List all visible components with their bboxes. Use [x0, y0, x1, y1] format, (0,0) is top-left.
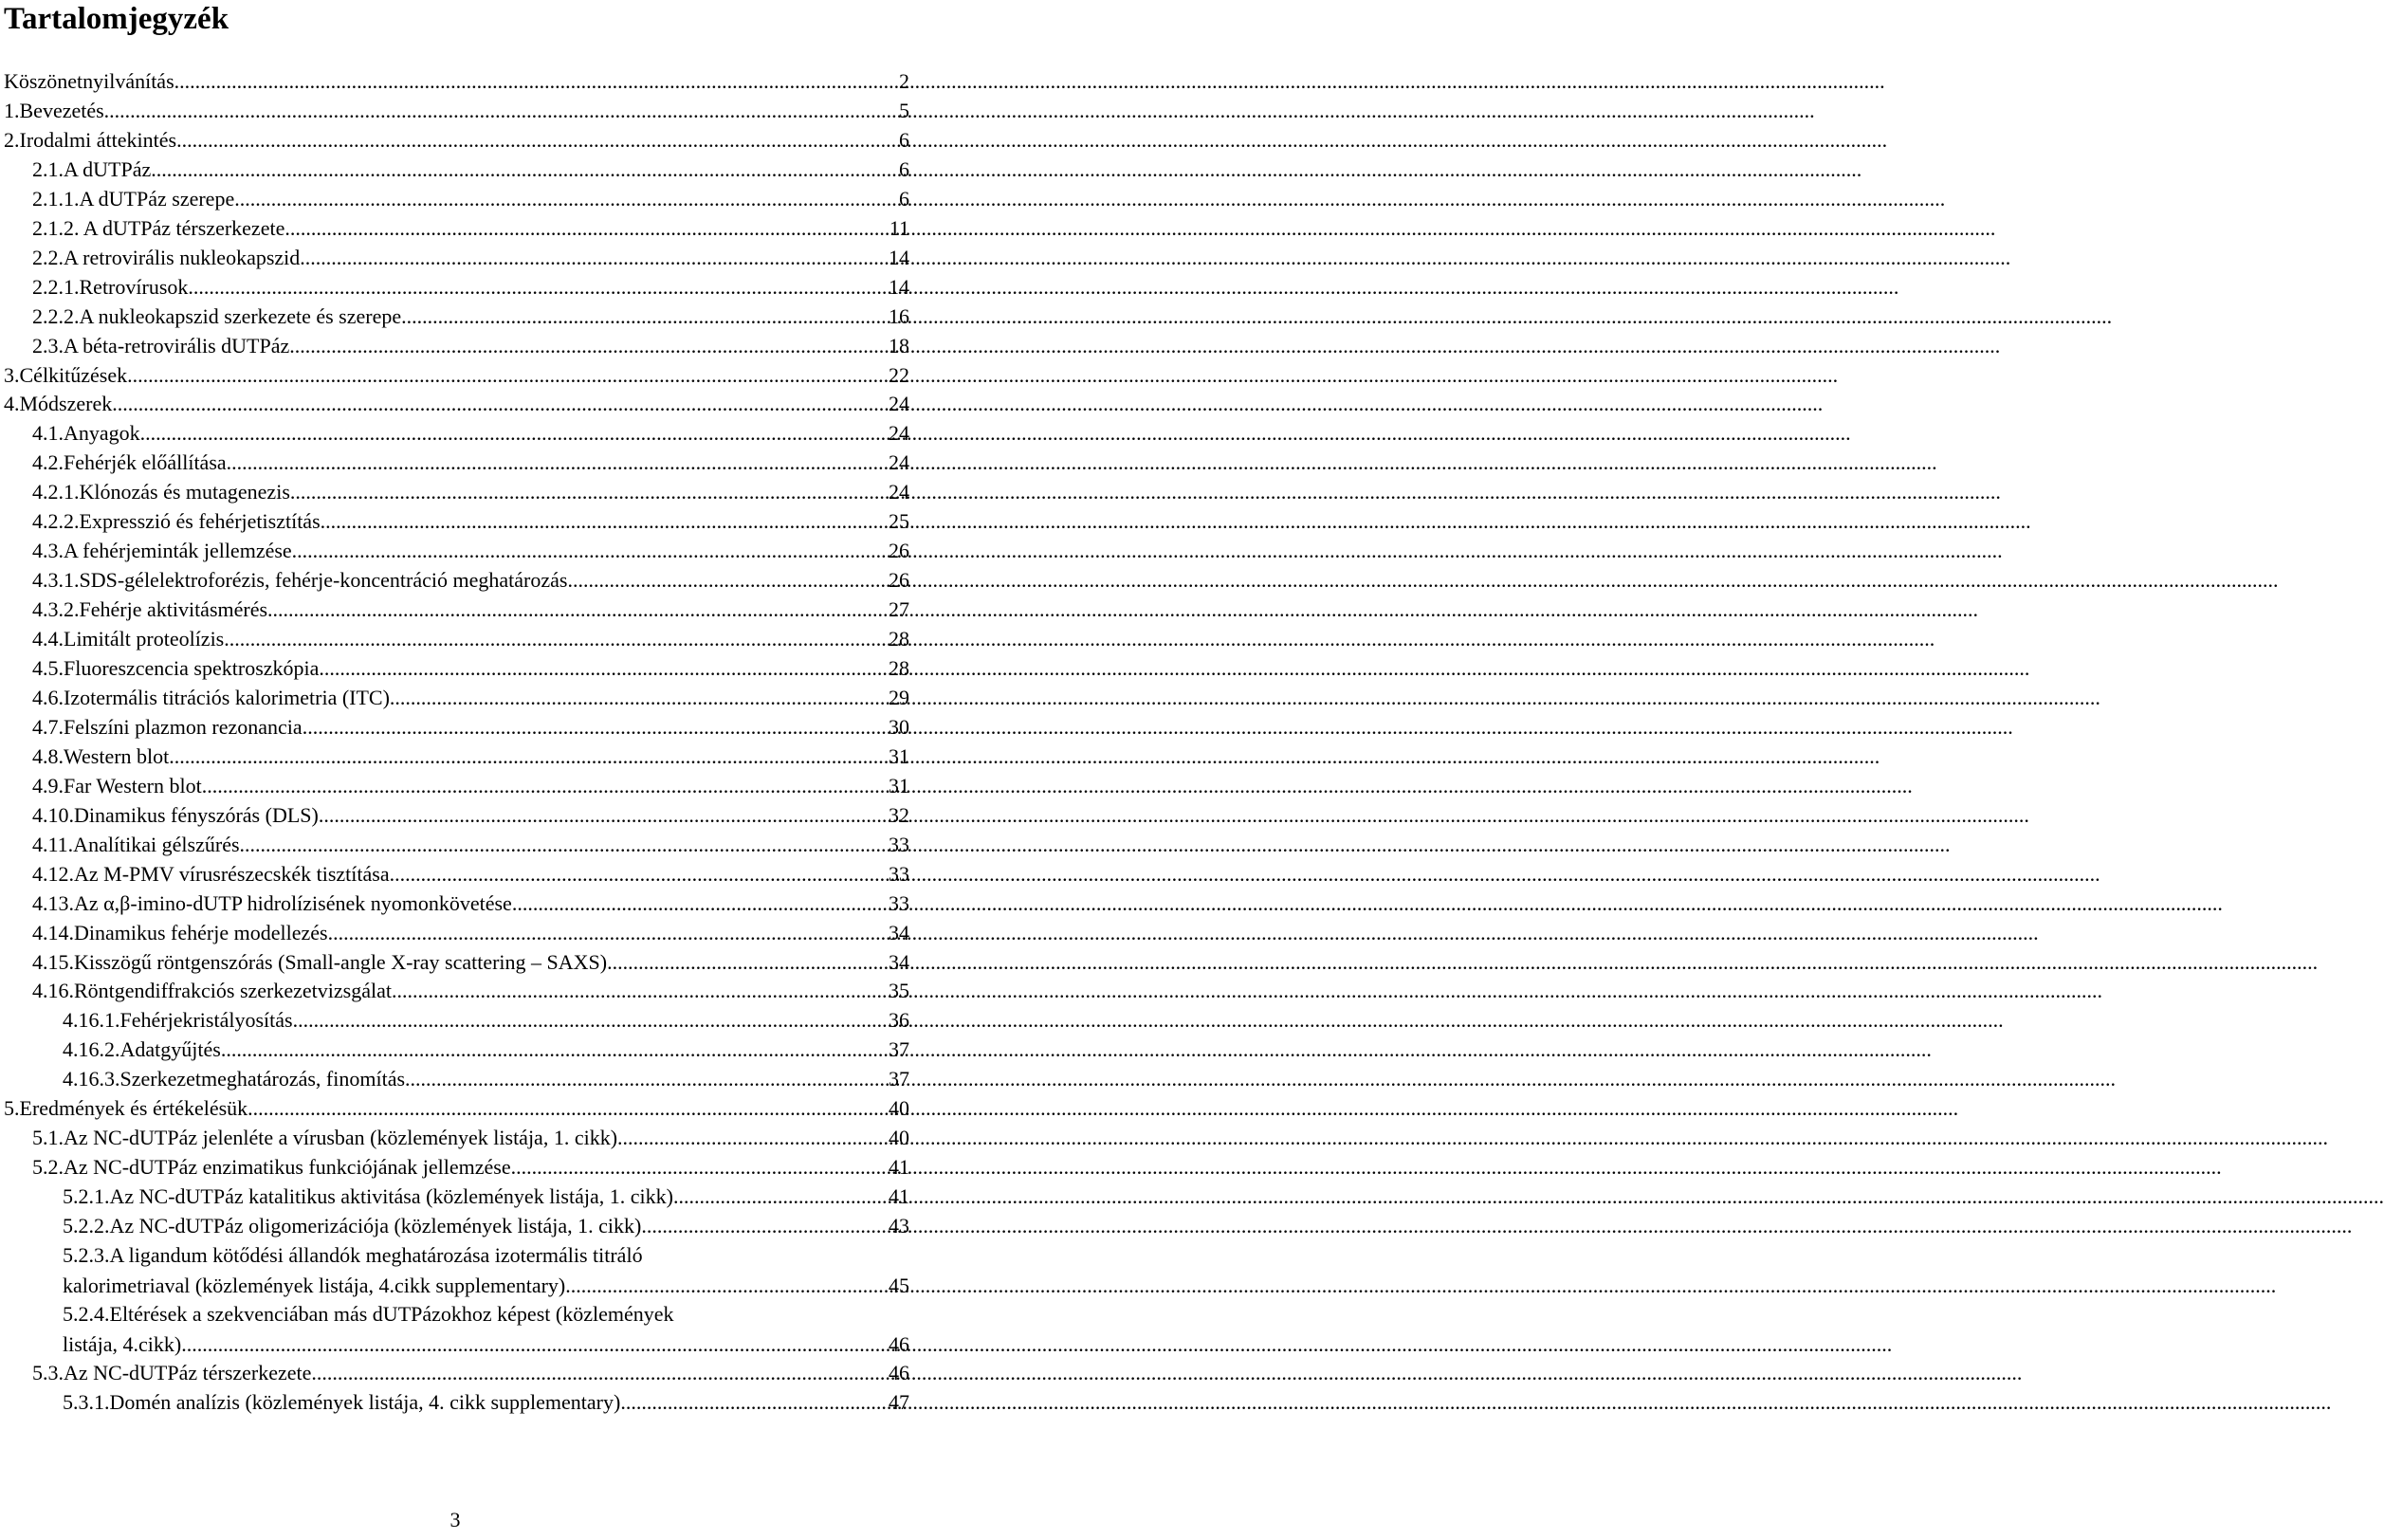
toc-entry-label: 2.3.A béta-retrovirális dUTPáz	[32, 333, 290, 358]
toc-entry-label: 5.2.4.Eltérések a szekvenciában más dUTPázokhoz képest (közlemények	[63, 1301, 674, 1326]
toc-entry[interactable]	[32, 976, 909, 1006]
toc-entry-label: 4.3.1.SDS-gélelektroforézis, fehérje-koncentráció meghatározás	[32, 568, 568, 593]
toc-entry-page: 33	[889, 832, 909, 856]
toc-entry[interactable]	[32, 302, 909, 332]
toc-leader-dots	[290, 477, 889, 507]
toc-entry-page: 32	[889, 802, 909, 827]
toc-leader-dots	[181, 1329, 889, 1360]
toc-entry-page: 33	[889, 890, 909, 915]
toc-entry[interactable]	[32, 859, 909, 889]
toc-leader-dots	[607, 947, 889, 978]
toc-leader-dots	[174, 66, 899, 97]
toc-leader-dots	[392, 976, 889, 1006]
toc-entry-page: 11	[889, 215, 909, 240]
toc-entry-label: 5.2.3.A ligandum kötődési állandók meghatározása izotermális titráló	[63, 1243, 643, 1267]
toc-leader-dots	[617, 1123, 889, 1153]
toc-entry-page: 34	[889, 920, 909, 944]
toc-entry-page: 40	[889, 1096, 909, 1121]
toc-leader-dots	[567, 565, 889, 596]
toc-entry[interactable]	[4, 389, 909, 419]
toc-entry-label-continuation: listája, 4.cikk)	[63, 1331, 182, 1356]
toc-entry-label: 4.8.Western blot	[32, 743, 170, 768]
toc-leader-dots	[292, 536, 889, 566]
toc-entry[interactable]	[4, 125, 909, 156]
toc-entry-page: 6	[899, 127, 909, 152]
toc-entry-label: 5.Eredmények és értékelésük	[4, 1096, 248, 1121]
toc-entry-label: 4.16.Röntgendiffrakciós szerkezetvizsgálat	[32, 979, 392, 1003]
toc-entry-page: 16	[889, 303, 909, 328]
toc-entry-label: 5.3.1.Domén analízis (közlemények listája, 4. cikk supplementary)	[63, 1389, 621, 1414]
toc-entry[interactable]	[4, 360, 909, 391]
toc-entry-page: 45	[889, 1274, 909, 1297]
toc-entry-page: 30	[889, 714, 909, 739]
toc-leader-dots	[390, 859, 889, 889]
toc-entry-label: 1.Bevezetés	[4, 98, 104, 122]
toc-entry-page: 27	[889, 597, 909, 622]
toc-entry-label-continuation: kalorimetriaval (közlemények listája, 4.cikk supplementary)	[63, 1274, 566, 1297]
toc-entry-page: 29	[889, 685, 909, 709]
toc-entry-label: 2.1.2. A dUTPáz térszerkezete	[32, 215, 285, 240]
toc-entry-label: 2.2.A retrovirális nukleokapszid	[32, 245, 301, 269]
toc-leader-dots	[620, 1387, 889, 1418]
toc-entry[interactable]	[32, 243, 909, 273]
toc-leader-dots	[240, 830, 889, 860]
toc-entry[interactable]	[4, 1093, 909, 1124]
toc-entry[interactable]	[32, 771, 909, 801]
toc-leader-dots	[405, 1064, 889, 1094]
toc-entry[interactable]	[32, 712, 909, 742]
toc-entry-page: 46	[889, 1331, 909, 1356]
toc-entry-page: 47	[889, 1389, 909, 1414]
toc-entry[interactable]	[4, 96, 909, 126]
toc-entry-page: 6	[899, 186, 909, 211]
toc-entry-page: 24	[889, 392, 909, 416]
toc-leader-dots	[188, 272, 889, 302]
page-number: 3	[449, 1508, 461, 1531]
toc-leader-dots	[202, 771, 889, 801]
toc-entry-page: 14	[889, 245, 909, 269]
toc-leader-dots	[169, 742, 889, 772]
toc-leader-dots	[303, 712, 889, 742]
toc-entry-label: 5.2.2.Az NC-dUTPáz oligomerizációja (közlemények listája, 1. cikk)	[63, 1214, 642, 1238]
toc-entry[interactable]	[32, 653, 909, 684]
toc-entry[interactable]	[32, 683, 909, 713]
toc-leader-dots	[227, 448, 889, 478]
toc-leader-dots	[293, 1005, 889, 1036]
toc-entry-label: 4.16.3.Szerkezetmeghatározás, finomítás	[63, 1067, 406, 1091]
toc-entry[interactable]	[63, 1240, 909, 1301]
toc-leader-dots	[176, 125, 899, 156]
toc-leader-dots	[328, 918, 889, 948]
toc-leader-dots	[300, 243, 889, 273]
toc-entry[interactable]	[63, 1064, 909, 1094]
toc-entry-label: 4.14.Dinamikus fehérje modellezés	[32, 920, 328, 944]
page-title: Tartalomjegyzék	[4, 2, 229, 36]
toc-entry[interactable]	[63, 1299, 909, 1360]
toc-entry[interactable]	[32, 1123, 909, 1153]
toc-entry[interactable]	[63, 1387, 909, 1418]
toc-entry-page: 40	[889, 1126, 909, 1150]
toc-leader-dots	[104, 96, 899, 126]
toc-entry-label: 4.6.Izotermális titrációs kalorimetria (ITC)	[32, 685, 390, 709]
toc-entry-page: 31	[889, 773, 909, 798]
toc-leader-dots	[401, 302, 889, 332]
toc-entry[interactable]	[32, 184, 909, 214]
toc-leader-dots	[641, 1211, 889, 1241]
toc-entry[interactable]	[32, 536, 909, 566]
toc-entry-label: 4.12.Az M-PMV vírusrészecskék tisztítása	[32, 861, 390, 886]
toc-leader-dots	[267, 595, 889, 625]
toc-leader-dots	[127, 360, 889, 391]
toc-entry[interactable]	[32, 506, 909, 537]
toc-entry[interactable]	[32, 565, 909, 596]
toc-entry[interactable]	[32, 477, 909, 507]
toc-entry-page: 24	[889, 480, 909, 504]
toc-leader-dots	[565, 1271, 889, 1301]
toc-entry[interactable]	[32, 947, 909, 978]
toc-entry[interactable]	[32, 624, 909, 654]
toc-entry-page: 22	[889, 362, 909, 387]
toc-entry-label: Köszönetnyilvánítás	[4, 69, 174, 93]
toc-entry-label: 4.Módszerek	[4, 392, 113, 416]
toc-entry-page: 5	[899, 98, 909, 122]
toc-leader-dots	[511, 1152, 889, 1182]
toc-entry-label: 4.7.Felszíni plazmon rezonancia	[32, 714, 303, 739]
toc-entry[interactable]	[32, 889, 909, 919]
toc-entry-label: 4.2.Fehérjék előállítása	[32, 450, 227, 475]
toc-leader-dots	[112, 389, 889, 419]
toc-entry-page: 37	[889, 1067, 909, 1091]
toc-entry[interactable]	[63, 1182, 909, 1212]
toc-leader-dots	[221, 1035, 889, 1065]
toc-entry-page: 25	[889, 509, 909, 534]
toc-leader-dots	[248, 1093, 889, 1124]
toc-entry-page: 28	[889, 656, 909, 680]
toc-entry[interactable]	[32, 595, 909, 625]
toc-entry-label: 4.5.Fluoreszcencia spektroszkópia	[32, 656, 320, 680]
toc-entry-label: 4.13.Az α,β-imino-dUTP hidrolízisének nyomonkövetése	[32, 890, 512, 915]
toc-entry-page: 31	[889, 743, 909, 768]
toc-entry-page: 18	[889, 333, 909, 358]
toc-entry-label: 5.2.Az NC-dUTPáz enzimatikus funkciójának jellemzése	[32, 1155, 511, 1180]
toc-entry-label: 4.9.Far Western blot	[32, 773, 202, 798]
toc-entry-page: 41	[889, 1184, 909, 1209]
toc-entry-label: 4.15.Kisszögű röntgenszórás (Small-angle X-ray scattering – SAXS)	[32, 949, 608, 974]
toc-entry-label: 4.4.Limitált proteolízis	[32, 627, 225, 651]
toc-entry[interactable]	[32, 742, 909, 772]
toc-entry-page: 33	[889, 861, 909, 886]
toc-entry[interactable]	[32, 800, 909, 831]
toc-entry-page: 2	[899, 69, 909, 93]
toc-entry[interactable]	[63, 1035, 909, 1065]
toc-entry[interactable]	[32, 448, 909, 478]
toc-leader-dots	[284, 213, 889, 244]
toc-entry[interactable]	[32, 830, 909, 860]
toc-entry[interactable]	[32, 213, 909, 244]
toc-entry-page: 35	[889, 979, 909, 1003]
toc-entry-label: 4.16.1.Fehérjekristályosítás	[63, 1008, 293, 1033]
toc-leader-dots	[311, 1358, 889, 1388]
toc-entry[interactable]	[4, 66, 909, 97]
toc-entry-label: 3.Célkitűzések	[4, 362, 128, 387]
toc-entry-page: 34	[889, 949, 909, 974]
toc-entry[interactable]	[32, 918, 909, 948]
toc-leader-dots	[673, 1182, 889, 1212]
toc-entry-label: 4.10.Dinamikus fényszórás (DLS)	[32, 802, 319, 827]
toc-entry-page: 28	[889, 627, 909, 651]
toc-entry-label: 5.2.1.Az NC-dUTPáz katalitikus aktivitása (közlemények listája, 1. cikk)	[63, 1184, 673, 1209]
toc-entry-label: 2.1.1.A dUTPáz szerepe	[32, 186, 235, 211]
toc-entry-page: 24	[889, 421, 909, 446]
toc-entry[interactable]	[63, 1211, 909, 1241]
toc-entry-label: 4.2.2.Expresszió és fehérjetisztítás	[32, 509, 321, 534]
toc-entry-page: 26	[889, 568, 909, 593]
toc-entry[interactable]	[32, 418, 909, 449]
toc-entry-label: 2.1.A dUTPáz	[32, 156, 152, 181]
toc-entry-label: 5.3.Az NC-dUTPáz térszerkezete	[32, 1360, 312, 1384]
toc-entry[interactable]	[63, 1005, 909, 1036]
toc-entry[interactable]	[32, 1358, 909, 1388]
toc-entry-label: 2.2.2.A nukleokapszid szerkezete és szerepe	[32, 303, 402, 328]
toc-leader-dots	[289, 331, 889, 361]
toc-entry-page: 43	[889, 1214, 909, 1238]
toc-entry-label: 4.3.A fehérjeminták jellemzése	[32, 539, 292, 563]
toc-leader-dots	[319, 653, 889, 684]
toc-leader-dots	[224, 624, 889, 654]
toc-entry-label: 4.2.1.Klónozás és mutagenezis	[32, 480, 290, 504]
toc-leader-dots	[512, 889, 889, 919]
toc-leader-dots	[151, 155, 899, 185]
toc-entry-page: 6	[899, 156, 909, 181]
toc-entry-label: 2.2.1.Retrovírusok	[32, 274, 189, 299]
toc-entry[interactable]	[32, 1152, 909, 1182]
toc-entry-page: 41	[889, 1155, 909, 1180]
toc-entry-page: 26	[889, 539, 909, 563]
toc-entry-label: 2.Irodalmi áttekintés	[4, 127, 177, 152]
toc-entry[interactable]	[32, 331, 909, 361]
toc-entry-label: 4.3.2.Fehérje aktivitásmérés	[32, 597, 268, 622]
toc-entry-page: 24	[889, 450, 909, 475]
toc-entry-label: 4.1.Anyagok	[32, 421, 140, 446]
toc-leader-dots	[390, 683, 889, 713]
toc-entry-page: 36	[889, 1008, 909, 1033]
toc-entry-label: 5.1.Az NC-dUTPáz jelenléte a vírusban (közlemények listája, 1. cikk)	[32, 1126, 618, 1150]
toc-leader-dots	[321, 506, 889, 537]
toc-leader-dots	[319, 800, 889, 831]
toc-entry-page: 46	[889, 1360, 909, 1384]
toc-entry-page: 14	[889, 274, 909, 299]
toc-leader-dots	[140, 418, 889, 449]
toc-leader-dots	[234, 184, 899, 214]
toc-entry[interactable]	[32, 155, 909, 185]
toc-entry-label: 4.11.Analítikai gélszűrés	[32, 832, 240, 856]
toc-entry[interactable]	[32, 272, 909, 302]
toc-entry-label: 4.16.2.Adatgyűjtés	[63, 1037, 221, 1062]
toc-entry-page: 37	[889, 1037, 909, 1062]
